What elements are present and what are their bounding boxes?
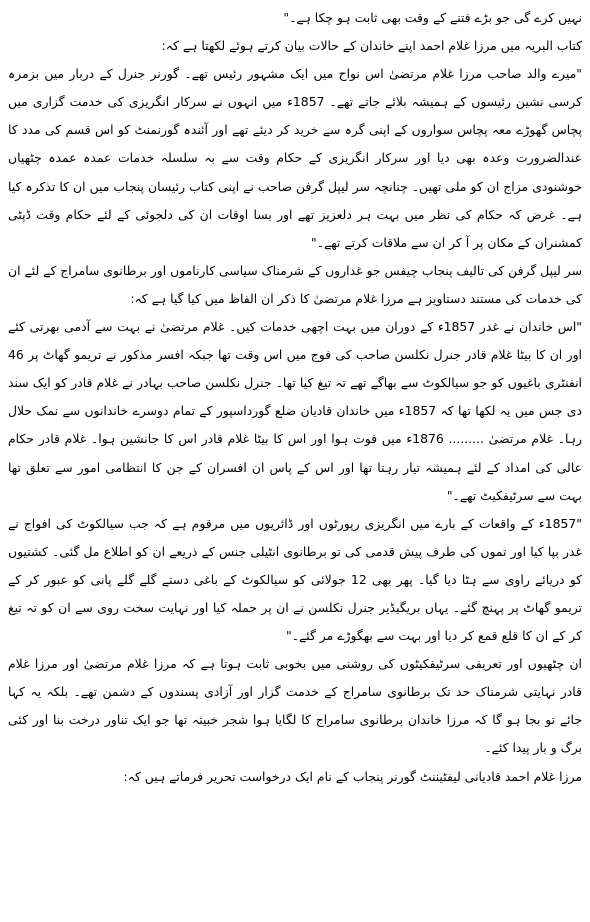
paragraph-conclusion: ان چٹھیوں اور تعریفی سرٹیفکیٹوں کی روشنی میں بخوبی ثابت ہوتا ہے کہ مرزا غلام مرتضیٰ اور مرزا غلام قادر نہایتی شرمناک حد تک برطانوی سامراج کے خدمت گزار اور آزادی پسندوں کے دشمن تھے۔ بلکہ یہ کہا جائے تو بجا ہو گا کہ مرزا خاندان برطانوی سامراج کا لگایا ہوا شجر خبیثہ تھا جو ایک تناور درخت بنا اور کئی برگ و بار پیدا کئے۔	[8, 656, 582, 756]
document-page	[8, 4, 582, 918]
paragraph-quote-father: "میرے والد صاحب مرزا غلام مرتضیٰ اس نواح میں ایک مشہور رئیس تھے۔ گورنر جنرل کے دربار میں بزمرہ کرسی نشین رئیسوں کے ہمیشہ بلائے جاتے تھے۔ 1857ء میں انہوں نے سرکار انگریزی کی خدمت گزاری میں پچاس گھوڑے معہ پچاس سواروں کے اپنی گرہ سے خرید کر دیئے تھے اور آئندہ گورنمنٹ کو اس قسم کی مدد کا عندالضرورت وعدہ بھی دیا اور سرکار انگریزی کے حکام وقت سے بہ سلسلہ خدمات عمدہ عمدہ چٹھیاں خوشنودی مزاج ان کو ملی تھیں۔ چنانچہ سر لیپل گرفن صاحب نے اپنی کتاب رئیسان پنجاب میں ان کا تذکرہ کیا ہے۔ غرض کہ حکام کی نظر میں بہت ہر دلعزیز تھے اور بسا اوقات ان کی دلجوئی کے لئے حکام وقت ڈپٹی کمشنران کے مکان پر آ کر ان سے ملاقات کرتے تھے۔"	[8, 66, 582, 250]
paragraph-petition-intro: مرزا غلام احمد قادیانی لیفٹیننٹ گورنر پنجاب کے نام ایک درخواست تحریر فرماتے ہیں کہ:	[123, 768, 582, 784]
paragraph-intro-kitab-al-bariyya: کتاب البریہ میں مرزا غلام احمد اپنے خاندان کے حالات بیان کرتے ہوئے لکھتا ہے کہ:	[161, 38, 582, 54]
paragraph-quote-ending: نہیں کرے گی جو بڑے فتنے کے وقت بھی ثابت ہو چکا ہے۔"	[283, 10, 582, 25]
paragraph-quote-punjab-chiefs: "اس خاندان نے غدر 1857ء کے دوران میں بہت اچھی خدمات کیں۔ غلام مرتضیٰ نے بہت سے آدمی بھرتی کئے اور ان کا بیٹا غلام قادر جنرل نکلسن صاحب کی فوج میں اس وقت تھا جبکہ افسر مذکور نے تریمو گھاٹ پر 46 انفنٹری باغیوں کو جو سیالکوٹ سے بھاگے تھے تہ تیغ کیا تھا۔ جنرل نکلسن صاحب بہادر نے غلام قادر کو ایک سند دی جس میں یہ لکھا تھا کہ 1857ء میں خاندان قادیان ضلع گورداسپور کے تمام دوسرے خاندانوں سے نمک حلال رہا۔ غلام مرتضیٰ ......... 1876ء میں فوت ہوا اور اس کا بیٹا غلام قادر اس کا جانشین ہوا۔ غلام قادر حکام عالی کی امداد کے لئے ہمیشہ تیار رہتا تھا اور اس کے پاس ان افسران کے جن کا انتظامی امور سے تعلق تھا بہت سے سرٹیفکیٹ تھے۔"	[8, 319, 582, 503]
paragraph-intro-punjab-chiefs: سر لیپل گرفن کی تالیف پنجاب چیفس جو غداروں کے شرمناک سیاسی کارناموں اور برطانوی سامراج کے لئے ان کی خدمات کی مستند دستاویز ہے مرزا غلام مرتضیٰ کا ذکر ان الفاظ میں کیا گیا ہے کہ:	[8, 262, 582, 306]
paragraph-quote-1857-events: "1857ء کے واقعات کے بارے میں انگریزی رپورٹوں اور ڈائریوں میں مرقوم ہے کہ جب سیالکوٹ کی افواج نے غدر بپا کیا اور تموں کی طرف پیش قدمی کی تو برطانوی انٹیلی جنس کے ذریعے ان کو اطلاع مل گئی۔ کشتیوں کو دریائے راوی سے ہٹا دیا گیا۔ پھر بھی 12 جولائی کو سیالکوٹ کے باغی دستے گلے گلے پانی کو عبور کر کے تریمو گھاٹ پر پہنچ گئے۔ یہاں بریگیڈیر جنرل نکلسن نے ان پر حملہ کیا اور نہایت سخت روی سے ان کو تہ تیغ کر کے ان کا قلع قمع کر دیا اور بہت سے بھگوڑے مر گئے۔"	[8, 515, 582, 644]
